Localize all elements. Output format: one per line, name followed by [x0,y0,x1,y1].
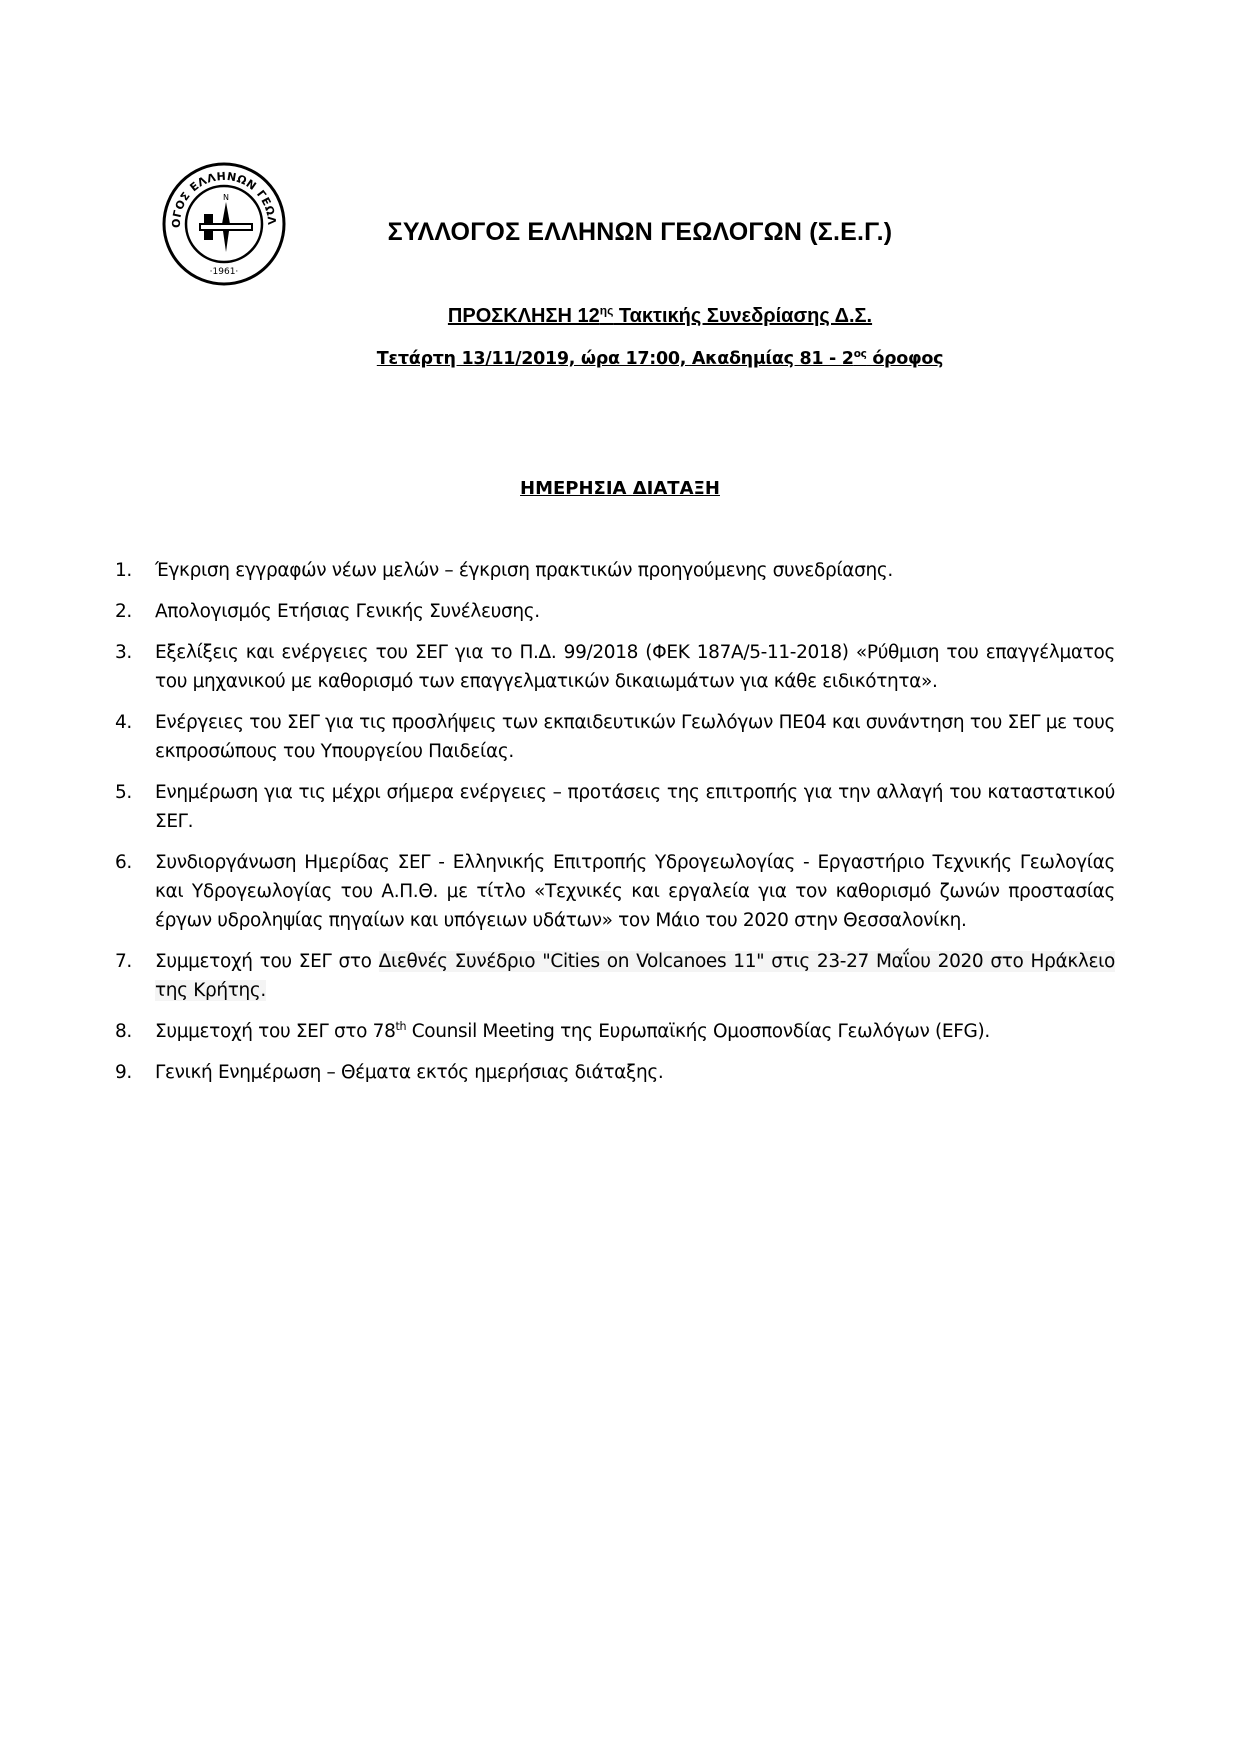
highlighted-text: Διεθνές Συνέδριο "Cities on Volcanoes 11" στις 23-27 Μαΐου 2020 στο Ηράκλειο της Κρήτης. [155,951,1115,1001]
meeting-details: Τετάρτη 13/11/2019, ώρα 17:00, Ακαδημίας $81 - 2^{o\varsigma}$ όροφος [376,348,944,369]
logo-ring-text: ΟΓΟΣ ΕΛΛΗΝΩΝ ΓΕΩΛ [169,169,279,229]
agenda-item: 2. Απολογισμός Ετήσιας Γενικής Συνέλευσης. [115,601,540,622]
agenda-item: 1. Έγκριση εγγραφών νέων μελών – έγκριση πρακτικών προηγούμενης συνεδρίασης. [115,560,893,581]
agenda-item: 5. Ενημέρωση για τις μέχρι σήμερα ενέργειες – προτάσεις της επιτροπής για την αλλαγή του καταστατικού ΣΕΓ. [115,782,1115,832]
agenda-item: 9. Γενική Ενημέρωση – Θέματα εκτός ημερήσιας διάταξης. [115,1062,664,1083]
seg-logo [160,160,288,288]
agenda-item: 8. Συμμετοχή του ΣΕΓ στο 78th Counsil Meeting της Ευρωπαϊκής Ομοσπονδίας Γεωλόγων (EFG). [115,1019,990,1042]
agenda-list [115,556,1115,1099]
logo-year: ·1961· [209,267,239,277]
logo-north: N [223,193,229,202]
invitation-title: ΠΡΟΣΚΛΗΣΗ $12^{\eta\varsigma}$ Τακτικής Συνεδρίασης Δ.Σ. [447,303,873,327]
agenda-item: 3. Εξελίξεις και ενέργειες του ΣΕΓ για το Π.Δ. 99/2018 (ΦΕΚ 187Α/5-11-2018) «Ρύθμιση του επαγγέλματος του μηχανικού με καθορισμό των επαγγελματικών δικαιωμάτων για κάθε ειδικότητα». [115,642,1115,692]
agenda-item: 6. Συνδιοργάνωση Ημερίδας ΣΕΓ - Ελληνικής Επιτροπής Υδρογεωλογίας - Εργαστήριο Τεχνικής Γεωλογίας και Υδρογεωλογίας του Α.Π.Θ. με τίτλο «Τεχνικές και εργαλεία για τον καθορισμό ζωνών προστασίας έργων υδροληψίας πηγαίων και υπόγειων υδάτων» τον Μάιο του 2020 στην Θεσσαλονίκη. [115,852,1115,931]
geologist-emblem-icon [160,160,288,288]
agenda-item: 4. Ενέργειες του ΣΕΓ για τις προσλήψεις των εκπαιδευτικών Γεωλόγων ΠΕ04 και συνάντηση του ΣΕΓ με τους εκπροσώπους του Υπουργείου Παιδείας. [115,712,1115,762]
agenda-heading: ΗΜΕΡΗΣΙΑ ΔΙΑΤΑΞΗ [520,478,720,499]
agenda-item: 7. Συμμετοχή του ΣΕΓ στο Διεθνές Συνέδριο "Cities on Volcanoes 11" στις 23-27 Μαΐου 2020 στο Ηράκλειο της Κρήτης. [115,951,1115,1001]
organization-title: ΣΥΛΛΟΓΟΣ ΕΛΛΗΝΩΝ ΓΕΩΛΟΓΩΝ (Σ.Ε.Γ.) [387,218,893,246]
